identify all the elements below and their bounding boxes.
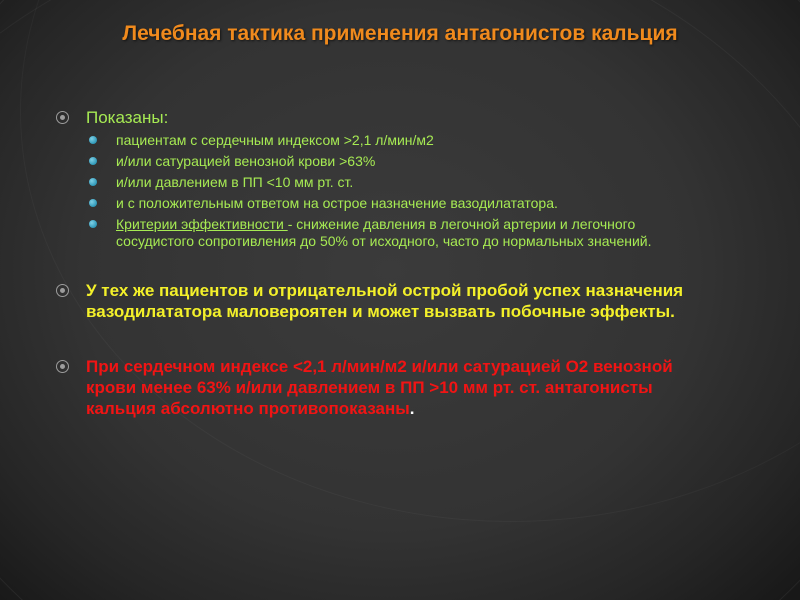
- filled-circle-icon: [89, 199, 97, 207]
- contraindication-text: При сердечном индексе <2,1 л/мин/м2 и/или сатурацией О2 венозной крови менее 63% и/или давлением в ПП >10 мм рт. ст. антагонисты кальция абсолютно противопоказаны: [86, 357, 673, 418]
- contraindication-block: [56, 356, 716, 419]
- filled-circle-icon: [89, 178, 97, 186]
- list-item-text: пациентам с сердечным индексом >2,1 л/мин/м2: [116, 132, 434, 148]
- circle-dot-icon: [56, 111, 69, 124]
- list-item: [86, 153, 716, 170]
- circle-dot-icon: [56, 360, 69, 373]
- list-item-text: и/или сатурацией венозной крови >63%: [116, 153, 376, 169]
- negative-response-block: [56, 280, 716, 322]
- list-item: [86, 216, 716, 250]
- contraindication-period: .: [409, 399, 415, 418]
- list-item-text: и с положительным ответом на острое назначение вазодилататора.: [116, 195, 558, 211]
- criteria-text: - снижение давления в легочной артерии и легочного сосудистого сопротивления до 50% от исходного, часто до нормальных значений.: [116, 216, 652, 249]
- slide-title: Лечебная тактика применения антагонистов кальция: [122, 22, 678, 45]
- criteria-label: Критерии эффективности: [116, 216, 288, 232]
- circle-dot-icon: [56, 284, 69, 297]
- indications-block: [56, 107, 716, 250]
- negative-response-text: У тех же пациентов и отрицательной острой пробой успех назначения вазодилататора маловероятен и может вызвать побочные эффекты.: [86, 281, 684, 321]
- list-item: [86, 195, 716, 212]
- filled-circle-icon: [89, 136, 97, 144]
- indications-list: [86, 132, 716, 250]
- list-item-text: и/или давлением в ПП <10 мм рт. ст.: [116, 174, 354, 190]
- filled-circle-icon: [89, 157, 97, 165]
- list-item: [86, 174, 716, 191]
- filled-circle-icon: [89, 220, 97, 228]
- list-item: [86, 132, 716, 149]
- indications-heading: Показаны:: [86, 108, 169, 127]
- slide-content: [56, 107, 716, 419]
- contraindication-paragraph: [86, 356, 716, 419]
